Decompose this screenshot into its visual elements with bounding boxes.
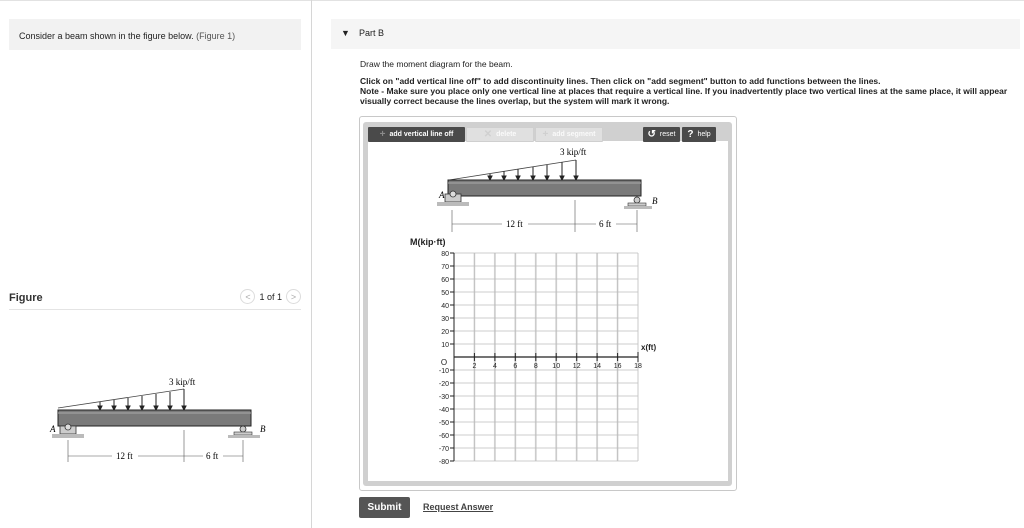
beam-figure [38, 370, 278, 470]
dim-12ft: 12 ft [506, 219, 523, 229]
svg-text:14: 14 [593, 363, 601, 370]
chevron-right-icon[interactable]: > [286, 289, 301, 304]
svg-text:40: 40 [441, 303, 449, 310]
add-segment-label: add segment [552, 131, 596, 138]
svg-text:12: 12 [572, 363, 581, 370]
dim-6ft: 6 ft [599, 219, 612, 229]
support-b-label: B [652, 196, 658, 206]
distributed-load [449, 160, 578, 180]
svg-text:-10: -10 [438, 368, 449, 375]
note-line-1: Click on "add vertical line off" to add discontinuity lines. Then click on "add segment" button to add functions between the lines. [360, 76, 881, 86]
roller-support-b [228, 426, 260, 438]
svg-text:-20: -20 [438, 381, 449, 388]
dim-12ft: 12 ft [116, 451, 133, 461]
beam [58, 410, 251, 426]
origin-label: O [440, 358, 448, 367]
svg-text:70: 70 [441, 264, 449, 271]
svg-text:8: 8 [533, 363, 538, 370]
help-label: help [697, 131, 711, 138]
y-axis-label: M(kip·ft) [410, 237, 446, 247]
add-vertical-line-label: add vertical line off [389, 131, 454, 138]
svg-text:6: 6 [513, 363, 518, 370]
plus-icon: + [379, 129, 386, 140]
distributed-load [58, 389, 186, 410]
x-icon: ✕ [483, 129, 493, 140]
left-panel [0, 0, 311, 528]
svg-text:10: 10 [552, 363, 561, 370]
figure-pager [240, 289, 301, 304]
problem-intro [9, 19, 301, 50]
figure-title: Figure [9, 292, 43, 304]
svg-text:60: 60 [441, 277, 449, 284]
help-button[interactable] [682, 127, 716, 142]
figure-link[interactable]: (Figure 1) [196, 31, 236, 41]
figure-header [9, 289, 301, 310]
support-b-label: B [260, 424, 266, 434]
load-label: 3 kip/ft [560, 147, 587, 157]
help-icon: ? [687, 129, 694, 140]
svg-text:4: 4 [492, 363, 497, 370]
dim-6ft: 6 ft [206, 451, 219, 461]
x-tick-labels [472, 363, 642, 370]
svg-text:10: 10 [441, 342, 449, 349]
plus-icon: + [542, 129, 549, 140]
intro-text: Consider a beam shown in the figure below. [19, 31, 197, 41]
roller-support-b [624, 197, 652, 209]
submit-button[interactable]: Submit [359, 497, 410, 518]
beam [448, 180, 641, 196]
support-a-label: A [439, 190, 445, 200]
part-title: Part B [359, 28, 385, 38]
svg-text:18: 18 [634, 363, 642, 370]
pager-text: 1 of 1 [259, 291, 282, 302]
svg-text:50: 50 [441, 290, 449, 297]
reset-label: reset [659, 131, 676, 138]
part-b-header[interactable] [331, 19, 1020, 49]
chevron-left-icon[interactable]: < [240, 289, 255, 304]
load-label: 3 kip/ft [169, 377, 196, 387]
svg-text:16: 16 [613, 363, 622, 370]
svg-text:-50: -50 [438, 420, 449, 427]
x-axis-label: x(ft) [641, 343, 657, 352]
svg-text:2: 2 [472, 363, 477, 370]
delete-label: delete [496, 131, 517, 138]
panel-divider [311, 0, 312, 528]
note-line-2: Note - Make sure you place only one vertical line at places that require a vertical line. If you inadvertently place two vertical lines at the same place, it will appear visually correct because the lines overlap, but the system will mark it wrong. [360, 86, 1008, 106]
svg-text:-30: -30 [438, 394, 449, 401]
svg-text:30: 30 [441, 316, 449, 323]
svg-text:-40: -40 [438, 407, 449, 414]
svg-text:80: 80 [441, 251, 449, 258]
support-a-label: A [50, 424, 56, 434]
svg-text:20: 20 [441, 329, 449, 336]
svg-text:-60: -60 [438, 433, 449, 440]
svg-text:-70: -70 [438, 446, 449, 453]
moment-plot[interactable] [400, 230, 670, 470]
beam-diagram [420, 140, 670, 240]
instruction-note [360, 76, 1020, 106]
request-answer-link[interactable]: Request Answer [423, 502, 494, 512]
svg-text:-80: -80 [438, 459, 449, 466]
reset-icon: ↺ [647, 129, 656, 140]
caret-down-icon[interactable]: ▼ [341, 28, 350, 38]
instruction-text: Draw the moment diagram for the beam. [360, 59, 513, 69]
